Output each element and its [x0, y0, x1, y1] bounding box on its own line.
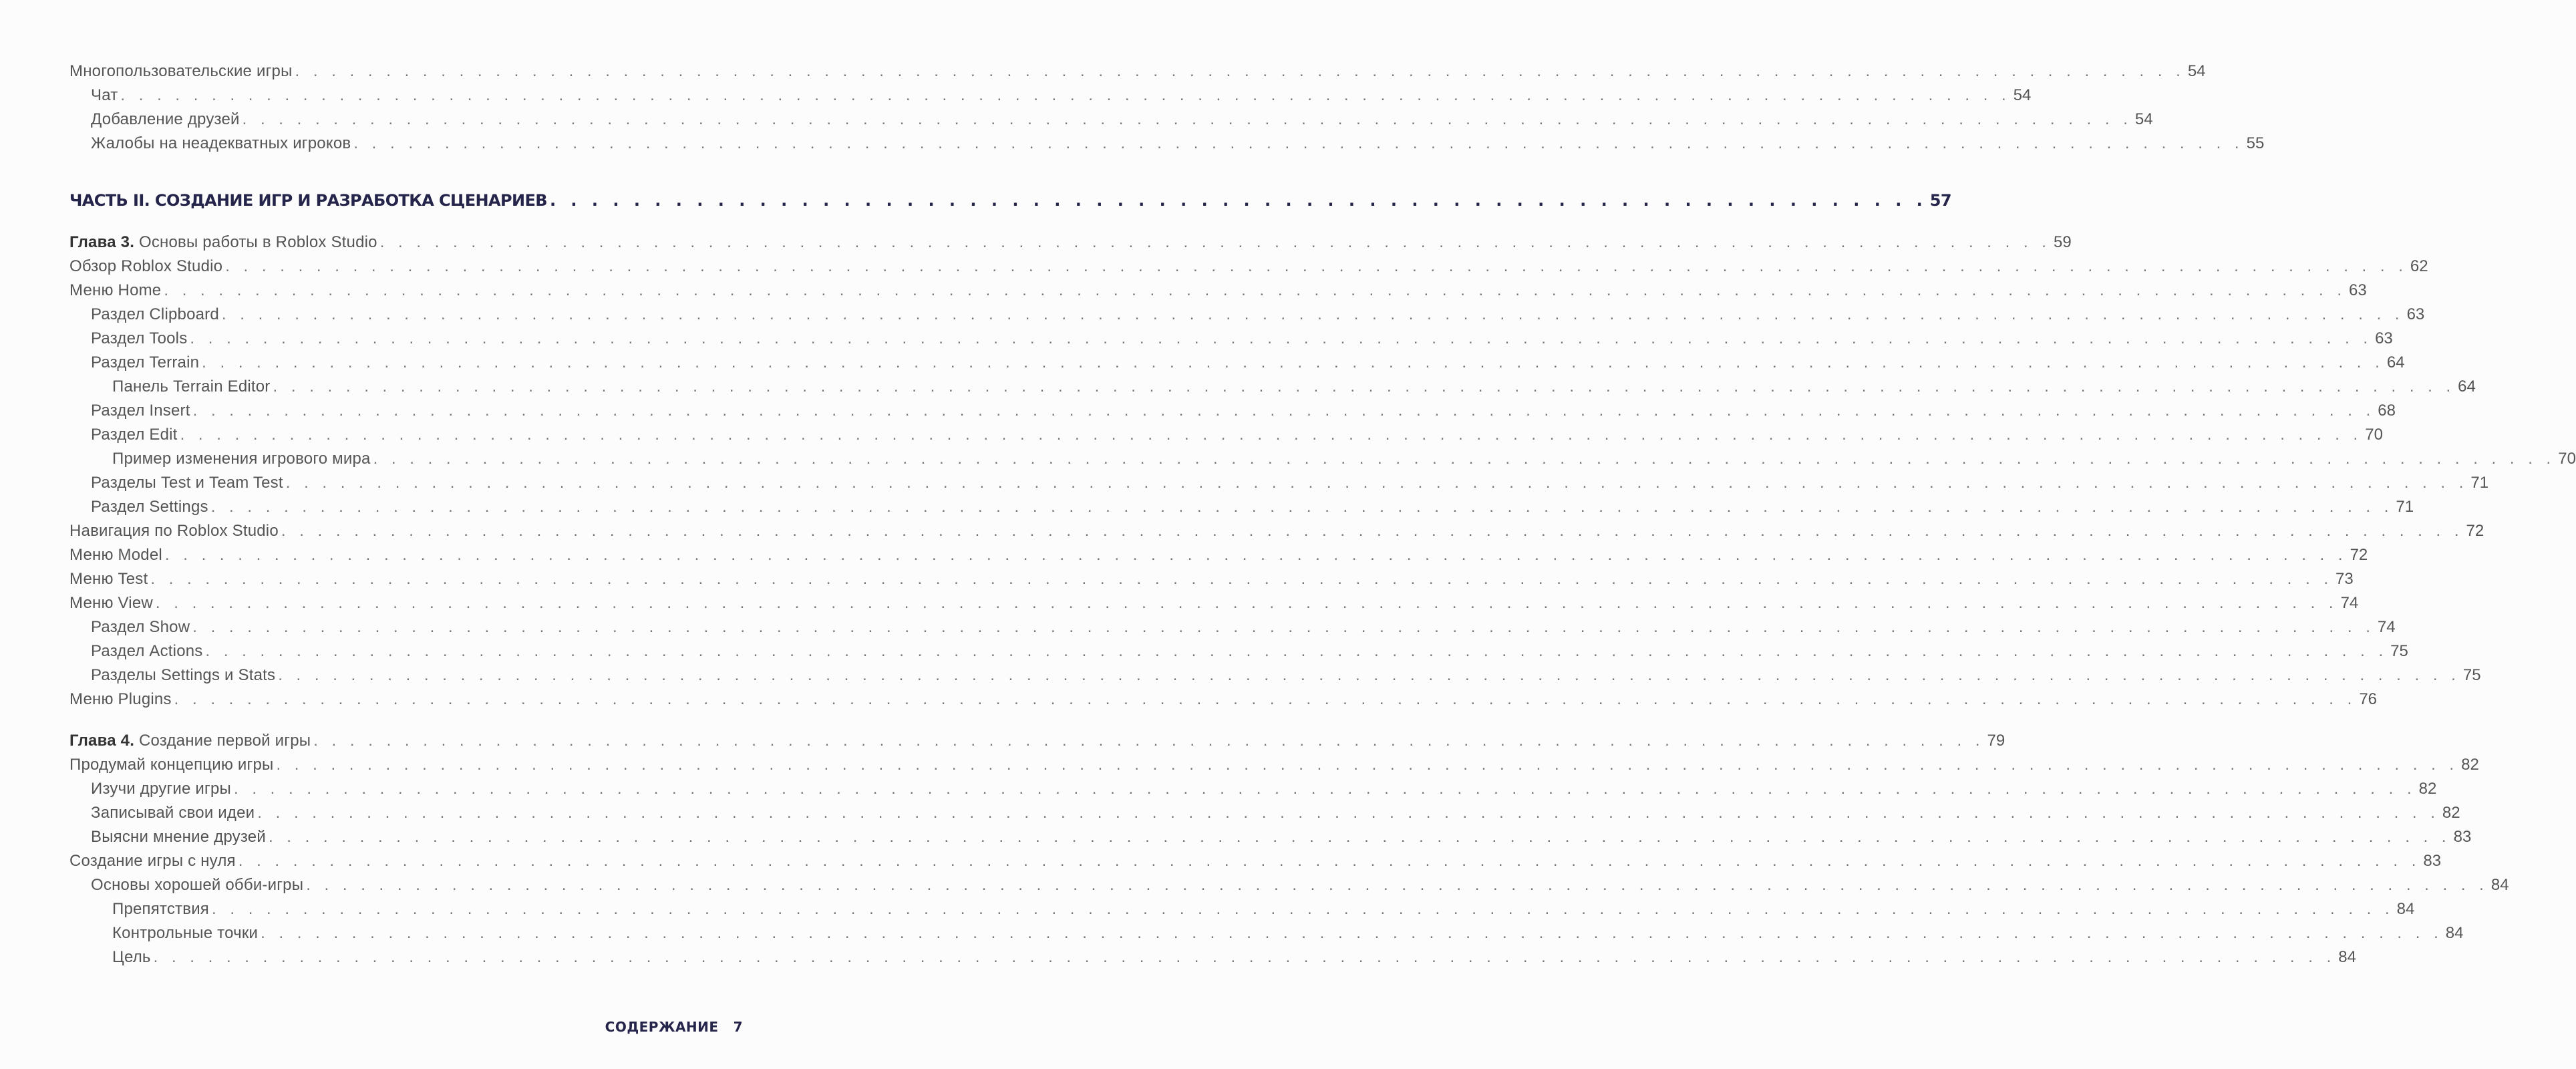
- dot-leader: . . . . . . . . . . . . . . . . . . . . . . . . . . . . . . . . . . . . . . . . . . . . . . . . . . . . . . . . . . . . . . . . . . . . . . . . . . . . . . . . . . . . . . . . . . . . . . . . . . . . . . . . . . . . . . . . . . . . . . . .: [155, 594, 2338, 612]
- toc-entry: [0, 496, 2414, 518]
- dot-leader: . . . . . . . . . . . . . . . . . . . . . . . . . . . . . . . . . . . . . . . . . . . . . . . . . . . . . . . . . . . . . . . . . . . . . . . . . . . . . . . . . . . . . . . . . . . . . . . . . . . . . . . . . . . . . . . . . . . . . . . .: [268, 828, 2451, 846]
- toc-entry-page: 70: [2558, 450, 2576, 468]
- toc-entry-title: Добавление друзей: [91, 110, 240, 128]
- toc-entry-page: 75: [2390, 642, 2408, 660]
- toc-entry: [0, 375, 2476, 398]
- toc-entry-page: 54: [2187, 62, 2206, 80]
- dot-leader: . . . . . . . . . . . . . . . . . . . . . . . . . . . . . . . . . . . . . . . . . . . . . . . . . . . . . . . . . . . . . . . . . . . . . . . . . . . . . . . . . . . . . . . . . . . . . . . . . . . . . . . .: [242, 110, 2132, 128]
- toc-entry: [0, 592, 2359, 615]
- dot-leader: . . . . . . . . . . . . . . . . . . . . . . . . . . . . . . . . . . . . . . . . . . . . . . . . . . . . . . . . . . . . . . . . . . . . . . . . . . . . . . . . . . . . . . . . . . . . . . . . . . . . . . . . . . . . . . . . . . . . . . . .: [225, 257, 2408, 275]
- toc-entry-title: Чат: [91, 86, 118, 104]
- toc-entry-title: Изучи другие игры: [91, 780, 231, 798]
- toc-entry-title: Меню Plugins: [69, 690, 172, 708]
- toc-entry-page: 54: [2134, 110, 2153, 128]
- page-number: 7: [733, 1019, 743, 1035]
- dot-leader: . . . . . . . . . . . . . . . . . . . . . . . . . . . . . . . . . . . . . . . . . . . . . . . . . . . . . . . . . . . . . . . . . . . . . . . . . . . . . . . . . . . . . . . . . . . . . . . . . . . . . . . . . . . . . . . . . . . . . . . .: [180, 426, 2363, 444]
- dot-leader: . . . . . . . . . . . . . . . . . . . . . . . . . . . . . . . . . . . . . . . . . . . . . . . . . . . . . . . . . . . . . . . . . . . . . . . . . . . . . . . . . . . . . . . . . . . . . . . . . . . . . . . . . . . . . . . . . . . . . . . .: [164, 281, 2347, 299]
- dot-leader: . . . . . . . . . . . . . . . . . . . . . . . . . . . . . . . . . . . . . . . . . . . . . . . . . . . . . . . . . . . . . . . . . . . . . . . . . . . . . . . . . . . . . . . . . . . . . . . . . . . . . . . .: [353, 134, 2244, 152]
- toc-entry-page: 84: [2445, 924, 2464, 942]
- toc-entry-page: 63: [2375, 329, 2393, 347]
- toc-entry: [0, 688, 2378, 711]
- toc-entry-page: 83: [2423, 852, 2442, 870]
- toc-entry-title: Разделы Test и Team Test: [91, 474, 283, 492]
- chapter-prefix: Глава 4.: [69, 732, 135, 750]
- toc-entry-page: 82: [2418, 780, 2437, 798]
- toc-entry: [0, 544, 2368, 567]
- toc-entry-page: 73: [2336, 570, 2354, 588]
- part-heading: [0, 187, 1951, 214]
- toc-entry-title: Меню Model: [69, 546, 162, 564]
- part-page: 57: [1929, 191, 1951, 210]
- toc-entry-title: Многопользовательские игры: [69, 62, 293, 80]
- part-title: ЧАСТЬ II. СОЗДАНИЕ ИГР И РАЗРАБОТКА СЦЕНАРИЕВ: [69, 191, 547, 210]
- dot-leader: . . . . . . . . . . . . . . . . . . . . . . . . . . . . . . . . . . . . . . . . . . . . . . . . . . . . . . . . . . . . . . . . . . . . . . . . . . . . . . . . . . . . . . . . . . . . . . . . . . . . . . . . . . . . . . . . . . . . . . . .: [190, 329, 2373, 347]
- toc-entry-title: Обзор Roblox Studio: [69, 257, 223, 275]
- dot-leader: . . . . . . . . . . . . . . . . . . . . . . . . . . . . . . . . . . . . . . . . . . . . . . . . . . . . . . . . . . . . . . . . . . . . . . . . . . . . . . . . . . . . . . . . . . . . . . . . . . . . . . . . . . . . . . . . . . . . . . . .: [202, 353, 2384, 371]
- toc-entry-page: 68: [2378, 402, 2396, 420]
- chapter-entry: [0, 231, 2072, 254]
- toc-entry: [0, 303, 2425, 326]
- toc-entry-title: Раздел Edit: [91, 426, 178, 444]
- dot-leader: . . . . . . . . . . . . . . . . . . . . . . . . . . . . . . . . . . . . . . . . . . . . . . . . . . . . . . . . . . . . . . . . . . . . . . . . . . . . . . . . . . . . . . . . . . . . . . . . . . . . . . . . . . . . . . . . . . . . . . . .: [153, 948, 2336, 966]
- toc-entry-title: Меню View: [69, 594, 153, 612]
- dot-leader: . . . . . . . . . . . . . . . . . . . . . . . . . . . . . . . . . . . . . . . . . . . . . . . . . . . . . . . . . . . . . . . . . . . . . . . . . . . . . . . . . . . . . . . . . . . . . . . . . . . . . . . . . . . . . . . . . . . . . . . .: [257, 804, 2440, 822]
- toc-entry: [0, 874, 2509, 897]
- toc-entry-page: 71: [2396, 498, 2414, 516]
- toc-entry-page: 70: [2365, 426, 2383, 444]
- toc-entry-title: Выясни мнение друзей: [91, 828, 266, 846]
- toc-entry-page: 71: [2470, 474, 2489, 492]
- dot-leader: . . . . . . . . . . . . . . . . . . . . . . . . . . . . . . . . . . . . . . . . . . . . . . . . . . . . . . . . . . . . . . . . . . . . . . . . . . . . . . . . . . . . . . . . . . . . . . . . . . . . . . . . . . . . . . . . . . . . . . . .: [150, 570, 2333, 588]
- dot-leader: . . . . . . . . . . . . . . . . . . . . . . . . . . . . . . . . . . . . . . . . . . . . . . . . . . . . . . . . . . . . . . . . . . . . . . . . . . . . . . . . . . . . . . . . . . . . . . . . . . . . . . . . . . . . . . . . . . . . . . . .: [192, 402, 2376, 420]
- dot-leader: . . . . . . . . . . . . . . . . . . . . . . . . . . . . . . . . . . . . . . . . . . . . . . . . . . . . . . . . . . . . . . . . . . . . . . . . . . . . . . . . . . . . . . . . . . . . . . . . . . . . . . . . . . . . . . . . . . . . . . . .: [212, 900, 2394, 918]
- dot-leader: . . . . . . . . . . . . . . . . . . . . . . . . . . . . . . . . . . . . . . . . . . . . . . . . . . . . . . . . . . . . . . . . . . . . . . . . . . . . . . . . . . . . . . . . . . . . . . . . . . . . . . . . . . . . . . . . . . . . . . . .: [276, 756, 2459, 774]
- toc-entry-page: 84: [2338, 948, 2356, 966]
- toc-entry: [0, 520, 2484, 543]
- toc-entry-page: 63: [2349, 281, 2367, 299]
- chapter-page: 79: [1987, 732, 2005, 750]
- toc-entry: [0, 922, 2464, 945]
- chapter-name: Создание первой игры: [138, 732, 311, 750]
- chapter-page: 59: [2053, 233, 2072, 251]
- toc-entry-page: 82: [2442, 804, 2460, 822]
- toc-entry: [0, 279, 2367, 302]
- toc-entry-title: Записывай свои идеи: [91, 804, 255, 822]
- toc-entry: [0, 850, 2442, 873]
- toc-entry-page: 54: [2013, 86, 2032, 104]
- toc-entry: [0, 664, 2481, 687]
- toc-entry-title: Цель: [112, 948, 151, 966]
- toc-entry: [0, 60, 2206, 83]
- chapter-title: [69, 231, 377, 254]
- toc-entry-title: Раздел Clipboard: [91, 305, 219, 323]
- dot-leader: . . . . . . . . . . . . . . . . . . . . . . . . . . . . . . . . . . . . . . . . . . . . . . . . . . . . . . . . . . . . . . . . . . . . . . . . . . . . . . . . . . . . . . . . . . . . . . . . . . . . . . . . . . . . . . . . . . . . . . . .: [273, 377, 2456, 396]
- toc-entry: [0, 472, 2489, 494]
- toc-entry-page: 74: [2340, 594, 2359, 612]
- toc-entry: [0, 108, 2153, 131]
- toc-entry: [0, 640, 2408, 663]
- toc-entry-page: 63: [2406, 305, 2425, 323]
- chapter-prefix: Глава 3.: [69, 233, 135, 251]
- toc-entry: [0, 946, 2356, 969]
- toc-entry: [0, 898, 2415, 921]
- chapter-name: Основы работы в Roblox Studio: [138, 233, 377, 251]
- chapter-entry: [0, 730, 2005, 752]
- dot-leader: . . . . . . . . . . . . . . . . . . . . . . . . . . . . . . . . . . . . . . . . . . . . . . . . . . . . . . . . . . . . . . . . . . . . . . . . . . . . . . . . . . . . . . . . . . . . . . . . . . . . . . . . . . . . . . . . . . . . . . . .: [174, 690, 2357, 708]
- toc-entry-title: Меню Test: [69, 570, 148, 588]
- toc-entry-title: Разделы Settings и Stats: [91, 666, 276, 684]
- toc-entry-page: 84: [2396, 900, 2415, 918]
- toc-entry-page: 64: [2386, 353, 2405, 371]
- toc-entry-page: 72: [2466, 522, 2484, 540]
- toc-entry-title: Создание игры с нуля: [69, 852, 236, 870]
- toc-entry: [0, 351, 2405, 374]
- toc-entry: [0, 802, 2460, 824]
- toc-entry-page: 55: [2246, 134, 2265, 152]
- toc-entry: [0, 255, 2428, 278]
- toc-entry-page: 84: [2490, 876, 2509, 894]
- toc-entry-title: Раздел Tools: [91, 329, 188, 347]
- toc-entry-title: Раздел Settings: [91, 498, 208, 516]
- dot-leader: . . . . . . . . . . . . . . . . . . . . . . . . . . . . . . . . . . . . . . . . . . . . . . . . . . . . . . . . . . . . . . . . . . . . . . . . . . . . . . . . . . . . . . . . . . . . . . . . . . . . . . . . . . . . . . . . . . . . . . . .: [281, 522, 2464, 540]
- dot-leader: . . . . . . . . . . . . . . . . . . . . . . . . . . . . . . . . . . . . . . . . . . . . . . . . . . . . . . . . . . . . . . . . . . . . . . . . . . . . . . . . . . . . . . . . . . . . . . . . . . . . . . . .: [295, 62, 2185, 80]
- toc-entry-title: Раздел Insert: [91, 402, 190, 420]
- toc-entry-page: 64: [2458, 377, 2476, 396]
- toc-entry: [0, 400, 2396, 422]
- dot-leader: . . . . . . . . . . . . . . . . . . . . . . . . . . . . . . . . . . . . . . . . . . . . . . . . . . . . . . . . . . . . . . . . . . . . . . . . . . . . . . . . . . . . . . . . . . . . . . . . . . . . . . . . . . . . . . . . . . . . . . . .: [210, 498, 2394, 516]
- page-footer: [605, 1019, 743, 1035]
- toc-entry-title: Пример изменения игрового мира: [112, 450, 371, 468]
- dot-leader: . . . . . . . . . . . . . . . . . . . . . . . . . . . . . . . . . . . . . . . . . . . . . . . . . . . . . . . . . . . . . . . . . .: [549, 191, 1927, 210]
- toc-entry: [0, 616, 2396, 639]
- chapter-title: [69, 730, 311, 752]
- toc-entry-page: 76: [2359, 690, 2378, 708]
- toc-entry: [0, 778, 2437, 800]
- toc-entry-page: 75: [2462, 666, 2481, 684]
- toc-entry-title: Препятствия: [112, 900, 210, 918]
- toc-entry-title: Контрольные точки: [112, 924, 259, 942]
- dot-leader: . . . . . . . . . . . . . . . . . . . . . . . . . . . . . . . . . . . . . . . . . . . . . . . . . . . . . . . . . . . . . . . . . . . . . . . . . . . . . . . . . . . . . . . . . . . . . . . . . . . . . . . . . . . . . . . . . . . . . . . .: [278, 666, 2460, 684]
- running-header-label: СОДЕРЖАНИЕ: [605, 1019, 719, 1035]
- dot-leader: . . . . . . . . . . . . . . . . . . . . . . . . . . . . . . . . . . . . . . . . . . . . . . . . . . . . . . . . . . . . . . . . . . . . . . . . . . . . . . . . . . . . . . . . . . . . . . . . . . . . . . . .: [120, 86, 2011, 104]
- toc-entry-title: Меню Home: [69, 281, 162, 299]
- toc-entry-title: Продумай концепцию игры: [69, 756, 274, 774]
- toc-entry-page: 72: [2350, 546, 2368, 564]
- dot-leader: . . . . . . . . . . . . . . . . . . . . . . . . . . . . . . . . . . . . . . . . . . . . . . . . . . . . . . . . . . . . . . . . . . . . . . . . . . . . . . . . . . . . . . . . . . . . . . . . . . . . . . . . . . . . . . . . . . . . . . . .: [205, 642, 2388, 660]
- toc-entry: [0, 826, 2472, 849]
- dot-leader: . . . . . . . . . . . . . . . . . . . . . . . . . . . . . . . . . . . . . . . . . . . . . . . . . . . . . . . . . . . . . . . . . . . . . . . . . . . . . . . . . . . . . . . . . . . . . . . . . . . . . . . . . . . . . . . . . . . . . . . .: [192, 618, 2375, 636]
- dot-leader: . . . . . . . . . . . . . . . . . . . . . . . . . . . . . . . . . . . . . . . . . . . . . . . . . . . . . . . . . . . . . . . . . . . . . . . . . . . . . . . . . . . . . . . . . . . . . . . . . . . . . . . . . . . . . . . . . . . . . . . .: [285, 474, 2468, 492]
- dot-leader: . . . . . . . . . . . . . . . . . . . . . . . . . . . . . . . . . . . . . . . . . . . . . . . . . . . . . . . . . . . . . . . . . . . . . . . . . . . . . . . . . . . . . . . . . . . . . . . . . . . . . . . . . . . . . . . . . . . . . . . .: [233, 780, 2416, 798]
- toc-entry-page: 74: [2377, 618, 2396, 636]
- toc-entry-title: Навигация по Roblox Studio: [69, 522, 279, 540]
- toc-entry: [0, 327, 2393, 350]
- toc-entry-page: 82: [2461, 756, 2479, 774]
- dot-leader: . . . . . . . . . . . . . . . . . . . . . . . . . . . . . . . . . . . . . . . . . . . . . . . . . . . . . . . . . . . . . . . . . . . . . . . . . . . . . . . . . . . . . . . . . . . . . . . . . . . . . . . . . . . . . . . . . . . . . . . .: [261, 924, 2443, 942]
- toc-entry: [0, 84, 2032, 107]
- toc-entry: [0, 568, 2354, 591]
- dot-leader: . . . . . . . . . . . . . . . . . . . . . . . . . . . . . . . . . . . . . . . . . . . . . . . . . . . . . . . . . . . . . . . . . . . . . . . . . . . . . . . . . . . . . . . . . . . .: [313, 732, 1985, 750]
- dot-leader: . . . . . . . . . . . . . . . . . . . . . . . . . . . . . . . . . . . . . . . . . . . . . . . . . . . . . . . . . . . . . . . . . . . . . . . . . . . . . . . . . . . . . . . . . . . . . . . . . . . . . . . . . . . . . . . . . . . . . . . .: [373, 450, 2556, 468]
- toc-entry-title: Основы хорошей обби-игры: [91, 876, 304, 894]
- dot-leader: . . . . . . . . . . . . . . . . . . . . . . . . . . . . . . . . . . . . . . . . . . . . . . . . . . . . . . . . . . . . . . . . . . . . . . . . . . . . . . . . . . . . . . . . . . . .: [379, 233, 2051, 251]
- toc-entry-title: Раздел Terrain: [91, 353, 200, 371]
- toc-entry: [0, 424, 2383, 446]
- toc-entry: [0, 448, 2576, 470]
- dot-leader: . . . . . . . . . . . . . . . . . . . . . . . . . . . . . . . . . . . . . . . . . . . . . . . . . . . . . . . . . . . . . . . . . . . . . . . . . . . . . . . . . . . . . . . . . . . . . . . . . . . . . . . . . . . . . . . . . . . . . . . .: [164, 546, 2348, 564]
- toc-entry-title: Панель Terrain Editor: [112, 377, 271, 396]
- dot-leader: . . . . . . . . . . . . . . . . . . . . . . . . . . . . . . . . . . . . . . . . . . . . . . . . . . . . . . . . . . . . . . . . . . . . . . . . . . . . . . . . . . . . . . . . . . . . . . . . . . . . . . . . . . . . . . . . . . . . . . . .: [306, 876, 2488, 894]
- toc-entry: [0, 754, 2479, 776]
- dot-leader: . . . . . . . . . . . . . . . . . . . . . . . . . . . . . . . . . . . . . . . . . . . . . . . . . . . . . . . . . . . . . . . . . . . . . . . . . . . . . . . . . . . . . . . . . . . . . . . . . . . . . . . . . . . . . . . . . . . . . . . .: [221, 305, 2404, 323]
- toc-entry-title: Раздел Actions: [91, 642, 203, 660]
- toc-entry-title: Раздел Show: [91, 618, 190, 636]
- toc-entry: [0, 132, 2265, 155]
- toc-entry-page: 83: [2453, 828, 2472, 846]
- toc-entry-page: 62: [2410, 257, 2428, 275]
- toc-entry-title: Жалобы на неадекватных игроков: [91, 134, 351, 152]
- dot-leader: . . . . . . . . . . . . . . . . . . . . . . . . . . . . . . . . . . . . . . . . . . . . . . . . . . . . . . . . . . . . . . . . . . . . . . . . . . . . . . . . . . . . . . . . . . . . . . . . . . . . . . . . . . . . . . . . . . . . . . . .: [238, 852, 2421, 870]
